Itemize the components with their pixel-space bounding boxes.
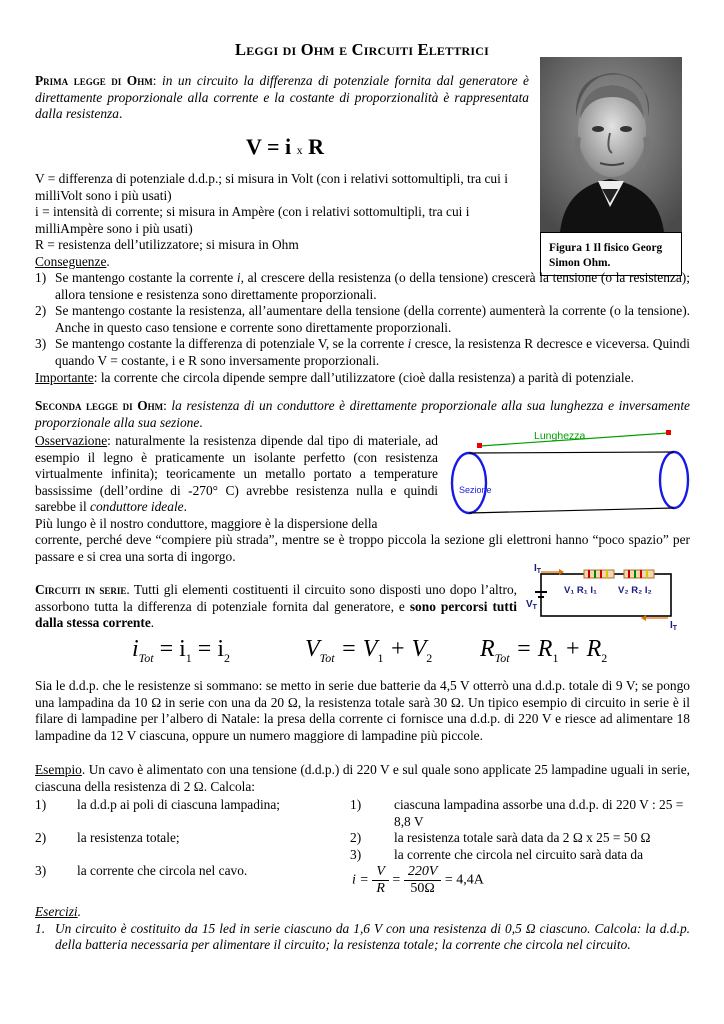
answer-num: 3) — [350, 847, 362, 862]
consequence-item — [35, 336, 690, 369]
formula-equals: = — [392, 872, 401, 888]
first-law-statement: Prima legge di Ohm: in un circuito la differenza di potenziale fornita dal generatore è direttamente proporzionale alla corrente e la costante di proporzionalità è rappresentata dalla resistenza. — [35, 73, 529, 122]
answer-text: ciascuna lampadina assorbe una d.d.p. di 220 V : 25 = 8,8 V — [394, 797, 684, 829]
first-law-definitions: V = differenza di potenziale d.d.p.; si misura in Volt (con i relativi sottomultipli, tra cui i milliVolt sono i più usati) i = intensità di corrente; si misura in Ampère (con i relativi sottomultipli, tra cui i milliAmpère sono i più usati) R = resistenza dell’utilizzatore; si misura in Ohm Conseguenze. — [35, 171, 529, 271]
questions-list — [35, 797, 335, 896]
second-law-text: la resistenza di un conduttore è direttamente proporzionale alla sua lunghezza e inversamente proporzionale alla sua sezione — [35, 398, 690, 430]
answer-item — [350, 847, 690, 864]
consequence-text: Se mantengo costante la corrente — [55, 270, 237, 285]
conductor-top-edge — [469, 452, 674, 453]
vt-label: $V_T$ — [526, 599, 537, 611]
formula-times: x — [296, 143, 303, 157]
consequence-item — [35, 303, 690, 336]
observation-label: Osservazione — [35, 433, 108, 448]
consequence-italic: i — [236, 270, 241, 285]
answer-item — [350, 830, 690, 847]
length-marker-right — [666, 430, 671, 435]
question-item — [35, 863, 335, 896]
consequences-list — [35, 270, 690, 386]
formula-i: i = — [352, 872, 369, 888]
important-text: : la corrente che circola dipende sempre dall’utilizzatore (cioè dalla resistenza) a parità di potenziale. — [93, 369, 634, 385]
question-num: 1) — [35, 797, 47, 812]
definition-v: V = differenza di potenziale d.d.p.; si misura in Volt (con i relativi sottomultipli, tra cui i milliVolt sono i più usati) — [35, 171, 508, 203]
question-text: la corrente che circola nel cavo. — [77, 863, 248, 878]
answer-num: 2) — [350, 830, 362, 845]
consequence-num: 2) — [35, 303, 47, 319]
answer-num: 1) — [350, 797, 362, 812]
conductor-bottom-edge — [469, 508, 674, 513]
formula-current: $i_{Tot} = i_1 = i_2$ — [132, 636, 230, 665]
answer-item — [350, 797, 690, 830]
answers-list — [350, 797, 690, 864]
example-label: Esempio — [35, 762, 82, 777]
observation-text: : naturalmente la resistenza dipende dal tipo di materiale, ad esempio il legno è praticamente un isolante perfetto (con resistenza virtualmente infinita); teoricamente un metallo portato a temperature bassissime (dell’ordine di -270° C) avrebbe resistenza nulla e quindi sarebbe il — [35, 433, 438, 515]
answer-formula — [352, 864, 484, 897]
ohm-formula — [0, 134, 570, 160]
longer-text-2: corrente, perché deve “compiere più strada”, mentre se è troppo piccola la sezione gli elettroni hanno “poco spazio” per passare e si crea una sorta di ingorgo. — [35, 532, 690, 564]
second-law-statement: Seconda legge di Ohm: la resistenza di un conduttore è direttamente proporzionale alla sua lunghezza e inversamente proporzionale alla sua sezione. — [35, 398, 690, 430]
conductor-diagram — [446, 425, 696, 530]
question-item — [35, 797, 335, 830]
series-heading: Circuiti in serie — [35, 582, 127, 597]
consequence-text-end: cresce, la resistenza R decresce e viceversa. Quindi quando V = costante, i e R sono inversamente proporzionali. — [55, 336, 690, 368]
formula-v-i: V = i — [245, 134, 292, 159]
series-text: . Tutti gli elementi costituenti il circuito sono disposti uno dopo l’altro, assorbono tutta la differenza di potenziale fornita dal generatore, e — [35, 582, 517, 614]
question-text: la d.d.p ai poli di ciascuna lampadina; — [77, 797, 281, 812]
consequence-num: 1) — [35, 270, 47, 285]
length-marker-left — [477, 443, 482, 448]
it-bottom-label: $I_T$ — [670, 620, 678, 630]
important-label: Importante — [35, 369, 94, 385]
formula-resistance: $R_{Tot} = R_1 + R_2$ — [480, 636, 608, 665]
consequence-text-end: , al crescere della resistenza (o della tensione) crescerà la tensione (o la resistenza); allora tensione e resistenza sono direttamente proporzionali. — [55, 270, 690, 302]
length-label: Lunghezza — [534, 430, 586, 442]
example-text: . Un cavo è alimentato con una tensione (d.d.p.) di 220 V e sul quale sono applicate 25 lampadine uguali in serie, ciascuna della resistenza di 2 Ω. Calcola: — [35, 762, 690, 794]
block1-label: V₁ R₁ I₁ — [564, 585, 597, 596]
exercise-text: Un circuito è costituito da 15 led in serie ciascuno da 1,6 V con una resistenza di 0,5 Ω ciascuno. Calcola: la d.d.p. della batteria necessaria per alimentare il circuito; la resistenza totale; la corrente che circola nel circuito. — [55, 920, 690, 953]
formula-r: R — [308, 134, 325, 159]
observation-paragraph: Osservazione: naturalmente la resistenza dipende dal tipo di materiale, ad esempio il legno è praticamente un isolante perfetto (con resistenza virtualmente infinita); teoricamente un metallo portato a temperature bassissime (dell’ordine di -270° C) avrebbe resistenza nulla e quindi sarebbe il conduttore ideale. Più lungo è il nostro conduttore, maggiore è la dispersione della — [35, 433, 438, 531]
section-label: Sezione — [459, 485, 492, 495]
first-law-heading: Prima legge di Ohm — [35, 73, 153, 88]
series-paragraph: Sia le d.d.p. che le resistenze si sommano: se metto in serie due batterie da 4,5 V otterrò una d.d.p. totale di 9 V; se pongo una lampadina da 10 Ω in serie con una da 20 Ω, la resistenza totale sarà 30 Ω. Un tipico esempio di circuito in serie è il filare di lampadine per l’albero di Natale: la presa della corrente ci fornisce una d.d.p. di 220 V e riesce ad alimentare 18 lampadine da 12 V ciascuna, oppure un numero maggiore di lampadine più piccole. — [35, 678, 690, 743]
answer-text: la resistenza totale sarà data da 2 Ω x 25 = 50 Ω — [394, 830, 651, 845]
exercises-section: Esercizi. 1. Un circuito è costituito da 15 led in serie ciascuno da 1,6 V con una resistenza di 0,5 Ω ciascuno. Calcola: la d.d.p. della batteria necessaria per alimentare il circuito; la resistenza totale; la corrente che circola nel circuito. — [35, 904, 690, 953]
consequence-italic: i — [407, 336, 412, 352]
series-circuit-diagram — [526, 562, 691, 630]
consequences-label: Conseguenze — [35, 253, 107, 269]
exercises-label: Esercizi — [35, 904, 78, 919]
consequence-text: Se mantengo costante la resistenza, all’aumentare della tensione (della corrente) aumenterà la corrente (o la tensione). Anche in questo caso tensione e corrente sono direttamente proporzionali. — [55, 303, 690, 335]
example-paragraph — [35, 762, 690, 795]
section-left-ellipse — [452, 453, 486, 513]
section-right-ellipse — [660, 452, 688, 508]
exercise-num: 1. — [35, 920, 46, 936]
exercise-item — [35, 921, 690, 954]
formula-result: = 4,4A — [444, 872, 484, 888]
it-top-label: $I_T$ — [534, 563, 542, 575]
consequence-text: Se mantengo costante la differenza di potenziale V, se la corrente — [55, 336, 408, 352]
page-title: Leggi di Ohm e Circuiti Elettrici — [234, 40, 490, 59]
consequence-item — [35, 270, 690, 303]
definition-i: i = intensità di corrente; si misura in Ampère (con i relativi sottomultipli, tra cui i milliAmpère sono i più usati) — [35, 204, 470, 236]
formula-fraction-2: $\frac{220V}{50\Omega}$ — [404, 864, 442, 897]
formula-fraction-1: $\frac{V}{R}$ — [372, 864, 389, 897]
definition-r: R = resistenza dell’utilizzatore; si misura in Ohm — [35, 237, 299, 253]
portrait-caption: Figura 1 Il fisico Georg Simon Ohm. — [540, 232, 682, 276]
question-item — [35, 830, 335, 863]
longer-text-1: Più lungo è il nostro conduttore, maggiore è la dispersione della — [35, 515, 378, 531]
second-law-heading: Seconda legge di Ohm — [35, 398, 164, 413]
formula-voltage: $V_{Tot} = V_1 + V_2$ — [305, 636, 433, 665]
consequence-num: 3) — [35, 336, 47, 352]
ideal-conductor: conduttore ideale — [90, 499, 184, 515]
question-num: 3) — [35, 863, 47, 878]
first-law-text: in un circuito la differenza di potenziale fornita dal generatore è direttamente proporzionale alla corrente e la costante di proporzionalità è rappresentata dalla resistenza — [35, 73, 529, 122]
series-intro: Circuiti in serie. Tutti gli elementi costituenti il circuito sono disposti uno dopo l’altro, assorbono tutta la differenza di potenziale fornita dal generatore, e sono percorsi tutti dalla stessa corrente. — [35, 582, 517, 631]
question-text: la resistenza totale; — [77, 830, 180, 845]
block2-label: V₂ R₂ I₂ — [618, 585, 652, 596]
answer-text: la corrente che circola nel circuito sarà data da — [394, 847, 644, 862]
series-bold-text: sono percorsi tutti dalla stessa corrente — [35, 598, 517, 631]
question-num: 2) — [35, 830, 47, 845]
